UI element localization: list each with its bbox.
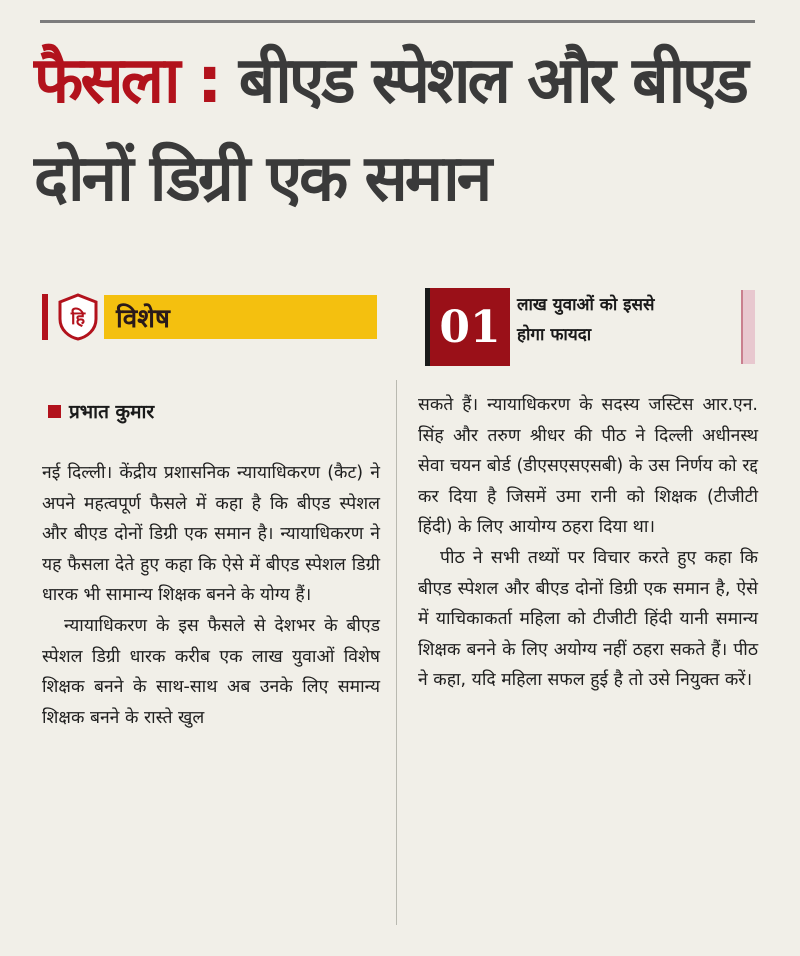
stat-box (425, 288, 755, 366)
stat-number: 01 (425, 288, 510, 366)
shield-logo-icon (56, 293, 100, 341)
stat-caption (517, 290, 737, 350)
headline-rest: बीएड स्पेशल और बीएड दोनों डिग्री एक समान (34, 44, 746, 216)
paragraph: न्यायाधिकरण के इस फैसले से देशभर के बीएड स्पेशल डिग्री धारक करीब एक लाख युवाओं विशेष शिक्षक बनने के साथ-साथ अब उनके लिए समान्य शिक्षक बनने के रास्ते खुल (42, 615, 380, 728)
byline-square-icon (48, 405, 61, 418)
stat-caption-line1: लाख युवाओं को इससे (517, 295, 655, 315)
paragraph: पीठ ने सभी तथ्यों पर विचार करते हुए कहा कि बीएड स्पेशल और बीएड दोनों डिग्री एक समान है, ऐसे में याचिकाकर्ता महिला को टीजीटी हिंदी यानी समान्य शिक्षक बनने के लिए अयोग्य नहीं ठहरा सकते हैं। पीठ ने कहा, यदि महिला सफल हुई है तो उसे नियुक्त करें। (418, 547, 758, 691)
label-text: विशेष (104, 295, 377, 339)
byline (48, 398, 154, 424)
top-rule (40, 20, 755, 23)
headline-lead: फैसला : (34, 44, 220, 118)
vishesh-label (42, 292, 377, 342)
headline (34, 32, 764, 228)
paragraph: नई दिल्ली। केंद्रीय प्रशासनिक न्यायाधिकरण (कैट) ने अपने महत्वपूर्ण फैसले में कहा है कि बीएड स्पेशल और बीएड दोनों डिग्री एक समान है। न्यायाधिकरण ने यह फैसला देते हुए कहा कि ऐसे में बीएड स्पेशल डिग्री धारक भी सामान्य शिक्षक बनने के योग्य हैं। (42, 463, 380, 606)
stat-caption-line2: होगा फायदा (517, 325, 592, 345)
label-accent-bar (42, 294, 48, 340)
logo-text: हि (70, 308, 86, 329)
column-divider (396, 380, 397, 925)
stat-side-bar (741, 290, 755, 364)
paragraph: सकते हैं। न्यायाधिकरण के सदस्य जस्टिस आर.एन. सिंह और तरुण श्रीधर की पीठ ने दिल्ली अधीनस्थ सेवा चयन बोर्ड (डीएसएसएसबी) के उस निर्णय को रद्द कर दिया है जिसमें उमा रानी को शिक्षक (टीजीटी हिंदी) के लिए आयोग्य ठहरा दिया था। (418, 395, 758, 538)
byline-author: प्रभात कुमार (69, 401, 155, 423)
article-column-left (42, 458, 380, 733)
article-column-right (418, 390, 758, 696)
